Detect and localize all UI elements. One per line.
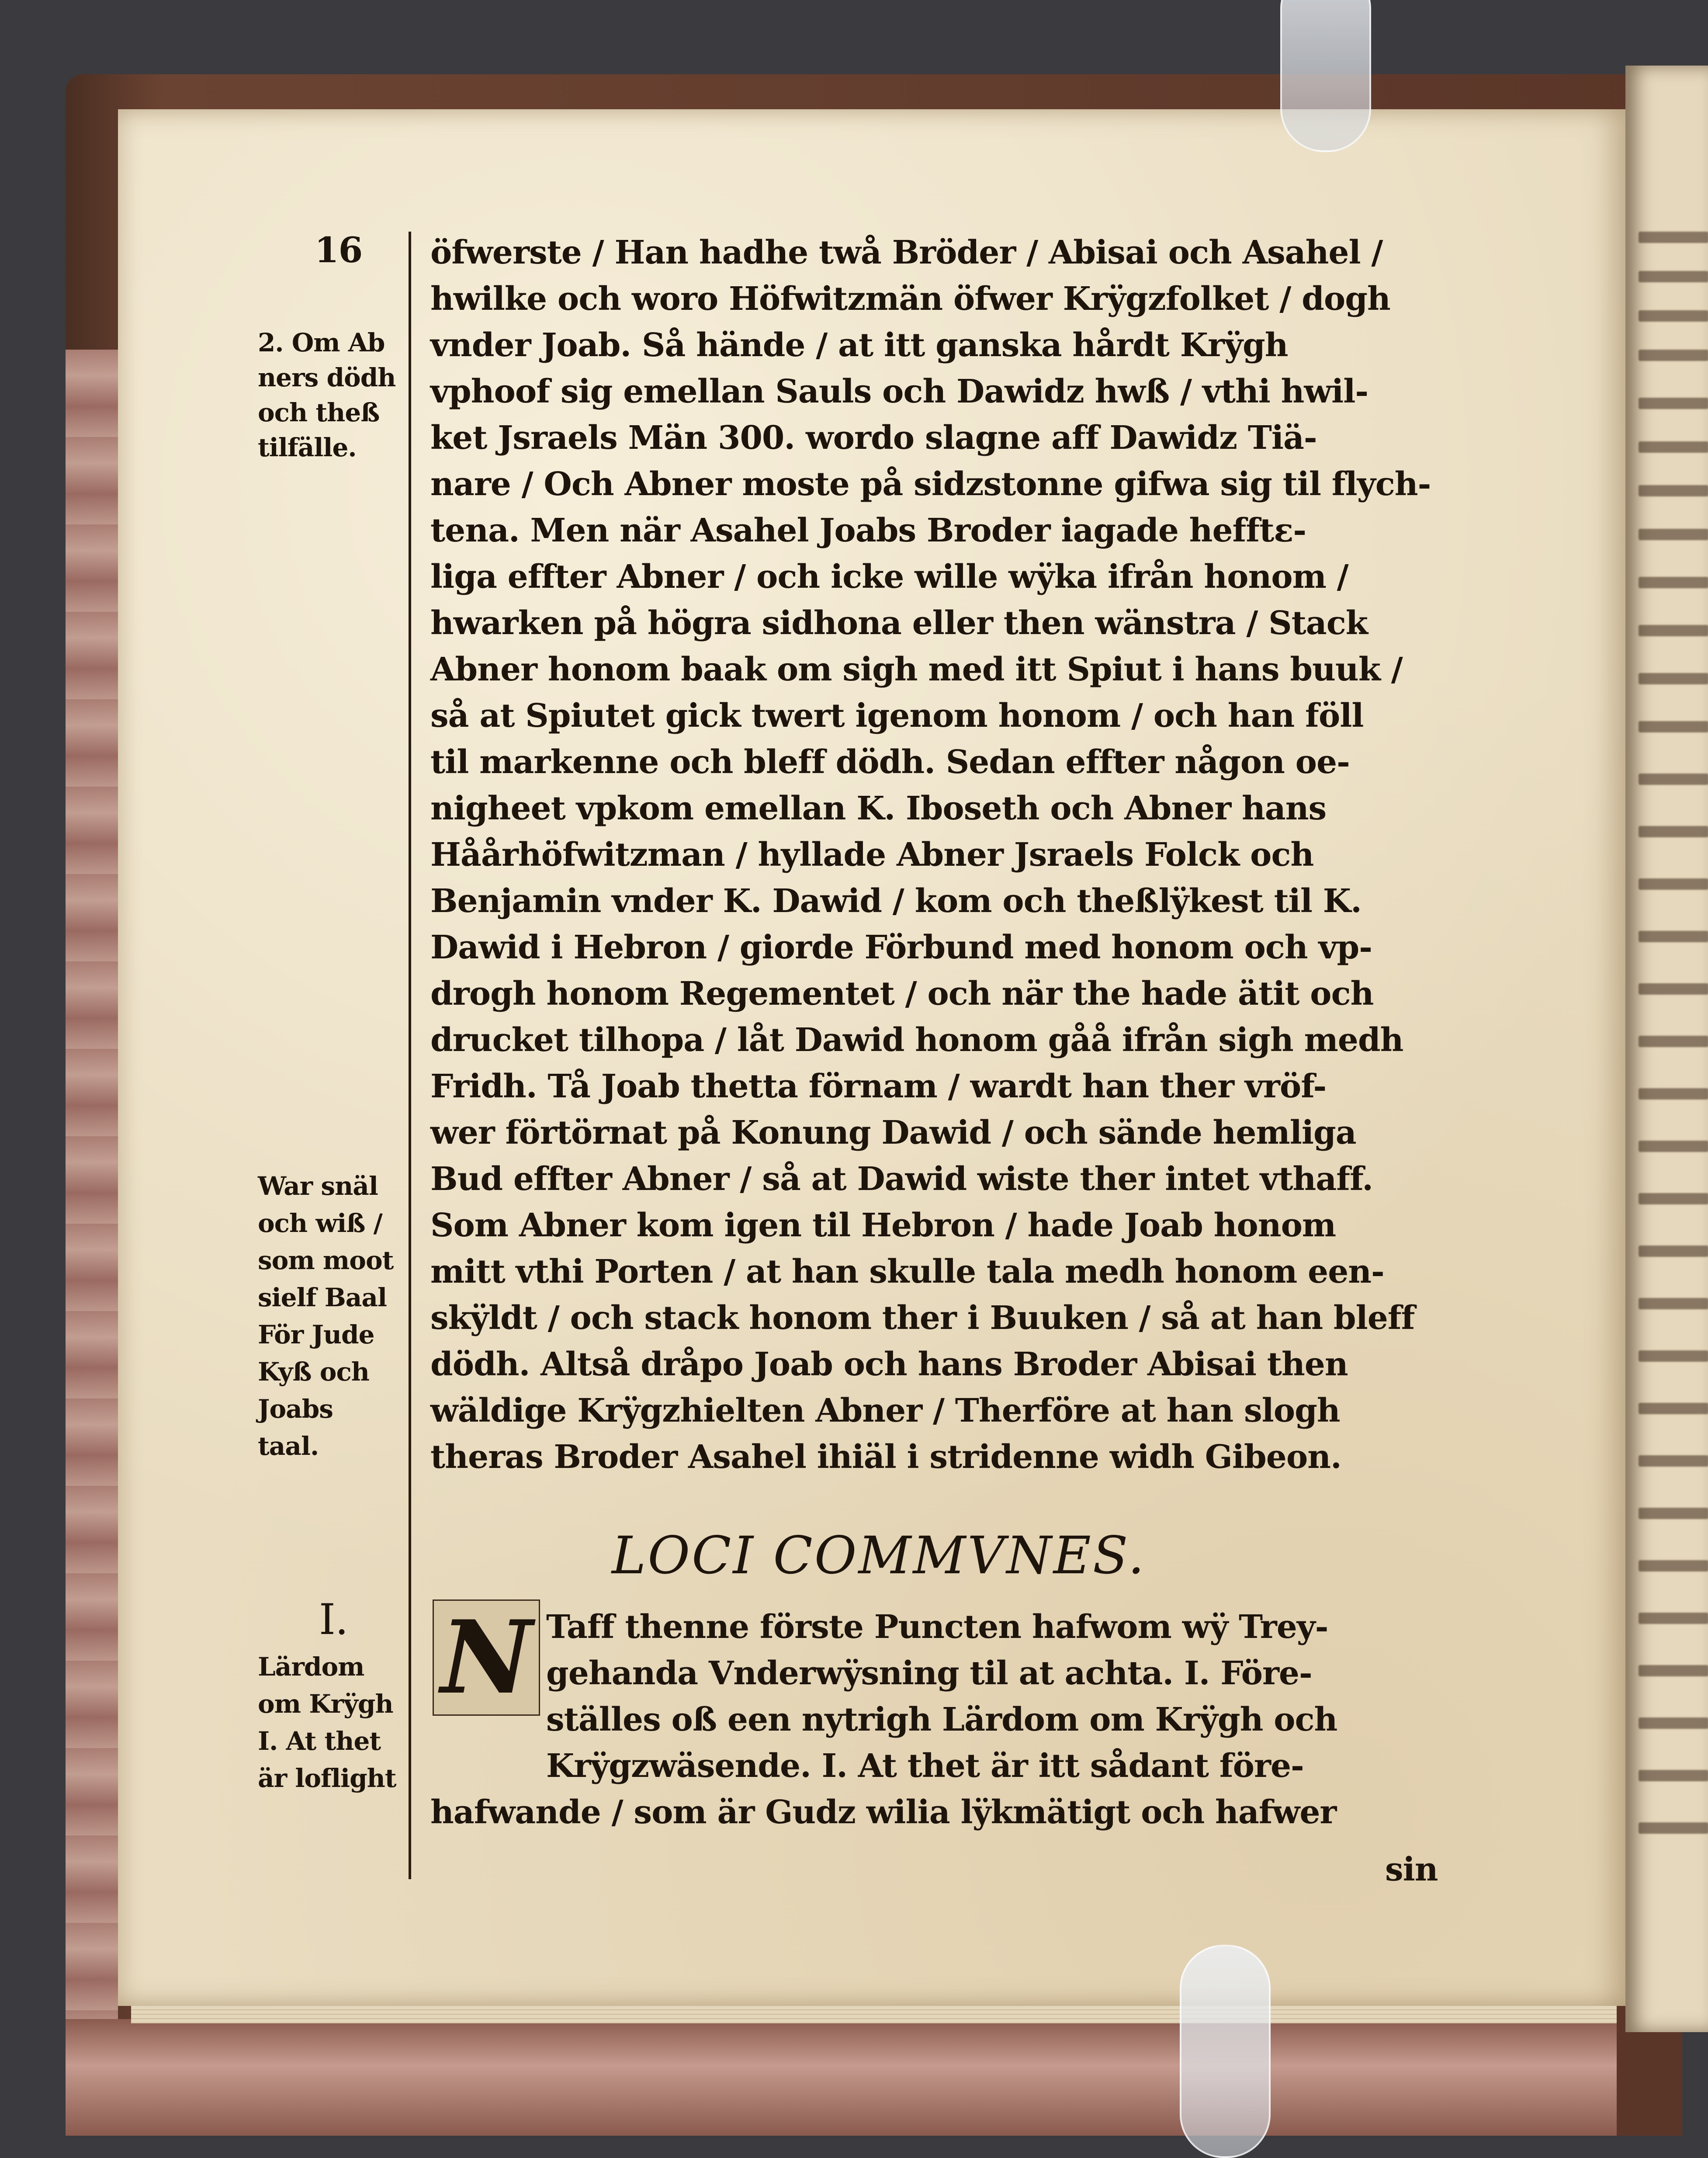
margin-rule — [409, 232, 411, 1879]
margin-numeral: I. — [319, 1595, 348, 1644]
section-line: Krÿgzwäsende. I. At thet är itt sådant före- — [546, 1747, 1304, 1785]
text-line: wer förtörnat på Konung Dawid / och sände hemliga — [430, 1114, 1356, 1152]
text-line: nare / Och Abner moste på sidzstonne gifwa sig til flych- — [430, 465, 1431, 503]
text-line: Dawid i Hebron / giorde Förbund med honom och vp- — [430, 929, 1372, 966]
text-line: Fridh. Tå Joab thetta förnam / wardt han ther vröf- — [430, 1068, 1327, 1105]
margin-note-line: War snäl — [258, 1171, 378, 1201]
margin-note-line: Kyß och — [258, 1357, 369, 1387]
margin-note-line: om Krÿgh — [258, 1689, 393, 1719]
facing-page-edge — [1625, 66, 1708, 2032]
margin-note-line: taal. — [258, 1431, 319, 1461]
margin-note-line: sielf Baal — [258, 1283, 387, 1312]
text-line: dödh. Altså dråpo Joab och hans Broder Abisai then — [430, 1346, 1348, 1383]
section-line: hafwande / som är Gudz wilia lÿkmätigt och hafwer — [430, 1794, 1337, 1831]
text-line: drucket tilhopa / låt Dawid honom gåå ifrån sigh medh — [430, 1021, 1403, 1059]
text-line: liga effter Abner / och icke wille wÿka ifrån honom / — [430, 558, 1348, 596]
margin-note-line: 2. Om Ab — [258, 328, 385, 357]
page-clip-top — [1280, 0, 1371, 152]
cover-bottom-edge — [66, 2019, 1617, 2136]
margin-note-line: är loflight — [258, 1763, 396, 1793]
text-line: Bud effter Abner / så at Dawid wiste ther intet vthaff. — [430, 1160, 1373, 1198]
margin-note-line: ners dödh — [258, 363, 396, 392]
margin-note-line: För Jude — [258, 1320, 374, 1350]
text-line: ket Jsraels Män 300. wordo slagne aff Dawidz Tiä- — [430, 419, 1317, 457]
text-line: vnder Joab. Så hände / at itt ganska hårdt Krÿgh — [430, 326, 1288, 364]
text-line: mitt vthi Porten / at han skulle tala medh honom een- — [430, 1253, 1384, 1291]
drop-cap-initial: N — [433, 1599, 540, 1716]
margin-note-line: och theß — [258, 398, 380, 427]
catchword: sin — [1385, 1851, 1438, 1888]
margin-note-line: och wiß / — [258, 1208, 382, 1238]
margin-note-line: Lärdom — [258, 1652, 364, 1682]
section-heading: LOCI COMMVNES. — [612, 1525, 1146, 1586]
page-number: 16 — [315, 229, 363, 271]
text-line: Abner honom baak om sigh med itt Spiut i hans buuk / — [430, 651, 1403, 688]
text-line: drogh honom Regementet / och när the hade ätit och — [430, 975, 1374, 1013]
margin-note-line: Joabs — [258, 1394, 333, 1424]
text-line: hwilke och woro Höfwitzmän öfwer Krÿgzfolket / dogh — [430, 280, 1390, 318]
text-line: vphoof sig emellan Sauls och Dawidz hwß / vthi hwil- — [430, 373, 1368, 410]
cover-marbled-edge — [66, 350, 118, 2054]
text-line: Håårhöfwitzman / hyllade Abner Jsraels Folck och — [430, 836, 1314, 874]
text-line: nigheet vpkom emellan K. Iboseth och Abner hans — [430, 790, 1327, 827]
margin-note-line: tilfälle. — [258, 433, 357, 462]
text-line: Som Abner kom igen til Hebron / hade Joab honom — [430, 1207, 1336, 1244]
text-line: til markenne och bleff dödh. Sedan effter någon oe- — [430, 743, 1350, 781]
section-line: ställes oß een nytrigh Lärdom om Krÿgh och — [546, 1701, 1337, 1738]
text-line: theras Broder Asahel ihiäl i stridenne widh Gibeon. — [430, 1438, 1341, 1476]
text-line: wäldige Krÿgzhielten Abner / Therföre at han slogh — [430, 1392, 1340, 1429]
text-line: Benjamin vnder K. Dawid / kom och theßlÿkest til K. — [430, 882, 1362, 920]
section-line: gehanda Vnderwÿsning til at achta. I. Före- — [546, 1655, 1312, 1692]
text-line: så at Spiutet gick twert igenom honom / och han föll — [430, 697, 1364, 735]
text-line: skÿldt / och stack honom ther i Buuken / så at han bleff — [430, 1299, 1415, 1337]
text-line: tena. Men när Asahel Joabs Broder iagade hefftε- — [430, 512, 1306, 549]
margin-note-line: som moot — [258, 1246, 394, 1275]
text-line: öfwerste / Han hadhe twå Bröder / Abisai och Asahel / — [430, 234, 1383, 271]
margin-note-line: I. At thet — [258, 1726, 381, 1756]
text-line: hwarken på högra sidhona eller then wänstra / Stack — [430, 604, 1368, 642]
page-clip-bottom — [1180, 1945, 1271, 2158]
section-line: Taff thenne förste Puncten hafwom wÿ Trey- — [546, 1608, 1328, 1646]
